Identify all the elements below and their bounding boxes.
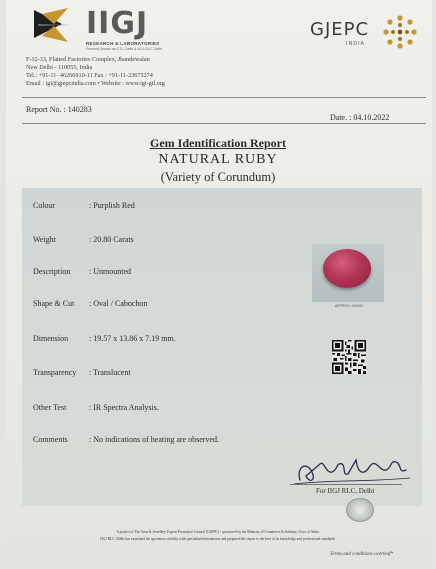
address-line-1: F-32-33, Flatted Factories Complex, Jhandewalan bbox=[26, 56, 150, 63]
report-title: Gem Identification Report bbox=[150, 136, 286, 150]
gem-photo-caption: APPROX. IMAGE bbox=[335, 304, 363, 308]
address-line-2: New Delhi - 110055, India bbox=[26, 64, 93, 71]
signature-line bbox=[290, 484, 402, 485]
org-name: GJEPC bbox=[310, 19, 370, 40]
signatory-label: For IIGJ RLC, Delhi bbox=[316, 487, 375, 495]
report-date: Date. : 04.10.2022 bbox=[330, 113, 390, 122]
detail-label: Shape & Cut bbox=[33, 299, 75, 308]
brand-name: IIGJ bbox=[86, 6, 149, 41]
detail-value: : 19.57 x 13.86 x 7.19 mm. bbox=[89, 334, 176, 343]
detail-label: Transparency bbox=[33, 368, 77, 377]
detail-label: Colour bbox=[33, 201, 56, 210]
footer-line-2: IIGJ RLC, Delhi has examined the specimen carefully with specialized instruments and prepared this report to the best of its knowledge and professional standards. bbox=[100, 537, 336, 541]
gem-photo bbox=[323, 249, 371, 288]
detail-value: : IR Spectra Analysis. bbox=[89, 403, 159, 412]
hologram-seal bbox=[346, 498, 374, 522]
detail-value: : No indications of heating are observed. bbox=[89, 435, 219, 444]
detail-label: Description bbox=[33, 267, 71, 276]
detail-label: Weight bbox=[33, 235, 56, 244]
detail-label: Dimension bbox=[33, 334, 69, 343]
footer-line-1: A project of The Gem & Jewellery Export Promotion Council (GJEPC) - sponsored by the Ministry of Commerce & Industry, Govt. of India. bbox=[116, 530, 320, 534]
detail-value: : Unmounted bbox=[89, 267, 131, 276]
star-burst-logo-icon bbox=[28, 4, 72, 46]
org-country: INDIA bbox=[346, 41, 365, 47]
brand-subtitle: RESEARCH & LABORATORIES bbox=[86, 41, 160, 46]
report-number: Report No. : 140283 bbox=[26, 105, 92, 114]
detail-value: : Oval / Cabochon bbox=[89, 299, 148, 308]
detail-value: : Translucent bbox=[89, 368, 131, 377]
gem-name: NATURAL RUBY bbox=[158, 152, 278, 167]
report-divider bbox=[22, 123, 426, 124]
detail-value: : 20.80 Carats bbox=[89, 235, 134, 244]
detail-label: Comments bbox=[33, 435, 68, 444]
email-website-line: Email : igi@gjepcindia.com • Website : www.igi-gtl.org bbox=[26, 80, 165, 87]
phone-fax-line: Tel.: +91-11- 46266910-11 Fax : +91-11-23675274 bbox=[26, 72, 153, 79]
detail-value: : Purplish Red bbox=[89, 201, 135, 210]
brand-subtitle-note: Formerly known as GTL, Delhi & IIGJ-RLC, Delhi bbox=[86, 47, 163, 51]
gem-variety: (Variety of Corundum) bbox=[160, 170, 276, 184]
detail-label: Other Test bbox=[33, 403, 67, 412]
terms-note: Terms and conditions overleaf* bbox=[330, 552, 394, 557]
qr-code-icon bbox=[332, 340, 366, 374]
header-divider bbox=[22, 97, 426, 98]
gjepc-mandala-logo-icon bbox=[382, 14, 418, 50]
